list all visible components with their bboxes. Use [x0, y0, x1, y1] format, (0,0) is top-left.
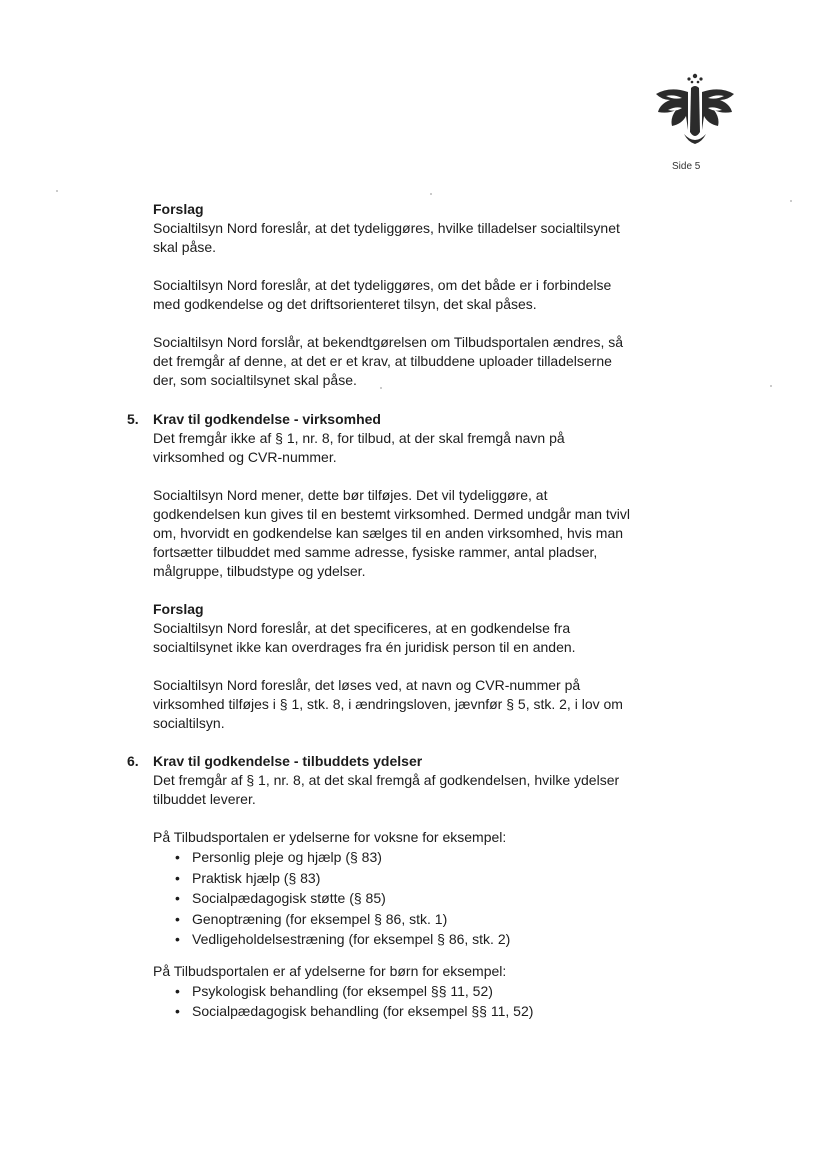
paragraph: Det fremgår af § 1, nr. 8, at det skal fremgå af godkendelsen, hvilke ydelser tilbuddet leverer.: [153, 772, 620, 807]
scan-speck: [430, 193, 432, 195]
adult-services-block: [153, 828, 673, 950]
section-6: [127, 752, 673, 809]
list-lead: På Tilbudsportalen er af ydelserne for børn for eksempel:: [153, 962, 507, 979]
paragraph: Socialtilsyn Nord foreslår, det løses ved, at navn og CVR-nummer på virksomhed tilføjes i § 1, stk. 8, i ændringsloven, jævnfør § 5, stk. 2, i lov om socialtilsyn.: [153, 677, 623, 731]
list-lead: På Tilbudsportalen er ydelserne for voksne for eksempel:: [153, 829, 507, 845]
children-services-list: [153, 981, 673, 1022]
scan-speck: [380, 387, 382, 389]
section-number: 6.: [127, 753, 139, 769]
list-item: • Socialpædagogisk behandling (for eksempel §§ 11, 52): [175, 1001, 673, 1022]
scan-speck: [56, 190, 58, 192]
list-item: • Praktisk hjælp (§ 83): [175, 868, 673, 889]
list-item: • Socialpædagogisk støtte (§ 85): [175, 888, 673, 909]
forslag-block-section-5: [153, 600, 673, 657]
paragraph: Socialtilsyn Nord forslår, at bekendtgørelsen om Tilbudsportalen ændres, så det fremgår af denne, at det er et krav, at tilbuddene uploader tilladelserne der, som socialtilsynet skal påse.: [153, 334, 624, 388]
forslag-heading: Forslag: [153, 601, 204, 617]
section-title: Krav til godkendelse - virksomhed: [153, 411, 381, 427]
list-item: • Genoptræning (for eksempel § 86, stk. 1): [175, 909, 673, 930]
section-title: Krav til godkendelse - tilbuddets ydelser: [153, 753, 423, 769]
paragraph: Socialtilsyn Nord mener, dette bør tilføjes. Det vil tydeliggøre, at godkendelsen kun gives til en bestemt virksomhed. Dermed undgår man tvivl om, hvorvidt en godkendelse kan sælges til en anden virksomhed, hvis man fortsætter tilbuddet med samme adresse, fysiske rammer, antal pladser, målgruppe, tilbudstype og ydelser.: [153, 487, 631, 579]
page-number: Side 5: [672, 161, 701, 172]
list-item: • Psykologisk behandling (for eksempel §§ 11, 52): [175, 981, 673, 1002]
paragraph: Socialtilsyn Nord foreslår, at det tydeliggøres, om det både er i forbindelse med godkendelse og det driftsorienteret tilsyn, det skal påses.: [153, 277, 612, 312]
forslag-heading: Forslag: [153, 201, 204, 217]
document-body: [127, 200, 673, 1041]
children-services-block: [153, 962, 673, 1022]
region-emblem-logo: [648, 70, 742, 150]
scan-speck: [790, 200, 792, 202]
forslag-block-top: [153, 200, 673, 257]
scan-speck: [770, 385, 772, 387]
adult-services-list: [153, 847, 673, 950]
list-item: • Personlig pleje og hjælp (§ 83): [175, 847, 673, 868]
paragraph: Det fremgår ikke af § 1, nr. 8, for tilbud, at der skal fremgå navn på virksomhed og CVR-nummer.: [153, 430, 565, 465]
paragraph: Socialtilsyn Nord foreslår, at det specificeres, at en godkendelse fra socialtilsynet ikke kan overdrages fra én juridisk person til en anden.: [153, 620, 576, 655]
list-item: • Vedligeholdelsestræning (for eksempel § 86, stk. 2): [175, 929, 673, 950]
section-5: [127, 410, 673, 467]
section-number: 5.: [127, 411, 139, 427]
paragraph: Socialtilsyn Nord foreslår, at det tydeliggøres, hvilke tilladelser socialtilsynet skal påse.: [153, 220, 620, 255]
